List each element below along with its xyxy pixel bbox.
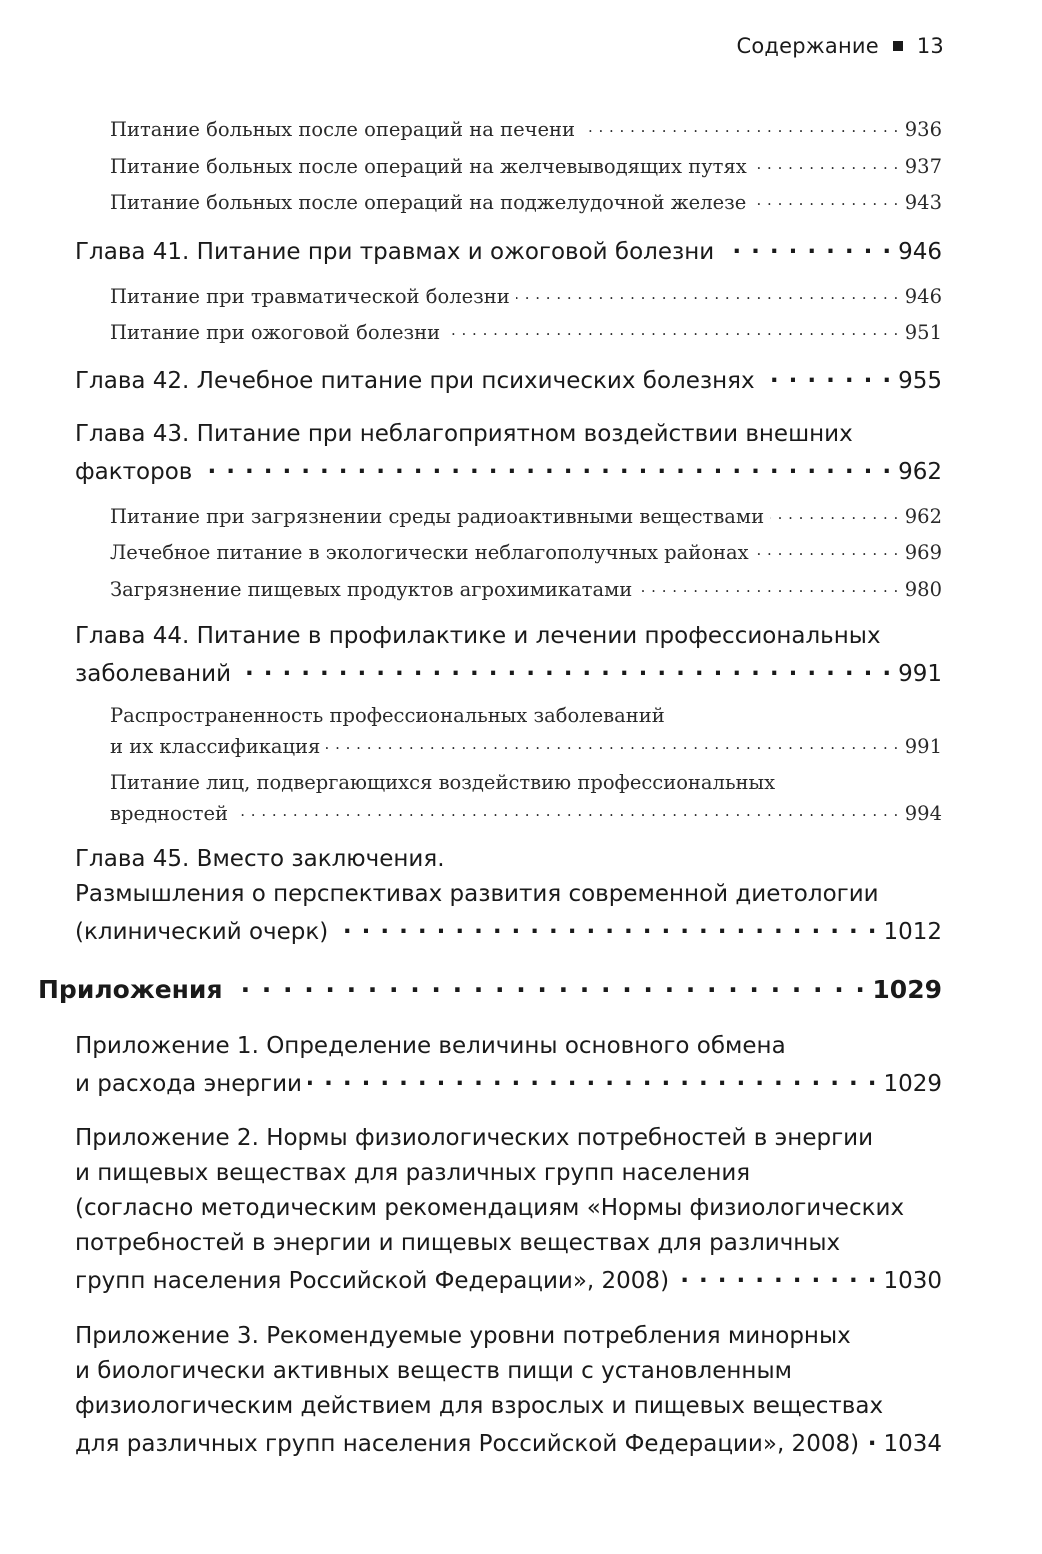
toc-appendix-2-line1[interactable]: Приложение 2. Нормы физиологических потребностей в энергии [75, 1125, 874, 1151]
toc-entry-label: вредностей [110, 801, 228, 825]
leader-dots [237, 658, 892, 681]
toc-entry-page: 937 [904, 154, 942, 178]
toc-chapter-page: 946 [898, 239, 942, 265]
leader-dots [865, 1428, 877, 1451]
toc-entry-label: Питание при ожоговой болезни [110, 320, 441, 344]
toc-entry-page: 936 [904, 117, 942, 141]
leader-dots [638, 576, 899, 596]
leader-dots [761, 365, 893, 388]
toc-entry[interactable] [110, 116, 942, 141]
toc-chapter-41[interactable] [75, 236, 942, 265]
toc-entry[interactable] [110, 319, 942, 344]
toc-appendix-2-line2[interactable]: и пищевых веществах для различных групп населения [75, 1160, 751, 1186]
toc-chapter-44-line1[interactable]: Глава 44. Питание в профилактике и лечении профессиональных [75, 623, 881, 649]
leader-dots [755, 539, 899, 559]
leader-dots [720, 236, 892, 259]
toc-entry-page: 980 [904, 577, 942, 601]
toc-entry-label: Питание при травматической болезни [110, 284, 510, 308]
header-page-number: 13 [916, 34, 944, 58]
leader-dots [770, 503, 899, 523]
toc-entry-page: 962 [904, 504, 942, 528]
toc-entry-label: Питание больных после операций на печени [110, 117, 576, 141]
toc-entry-page: 951 [904, 320, 942, 344]
toc-entry-label: Загрязнение пищевых продуктов агрохимикатами [110, 577, 633, 601]
toc-chapter-page: 1012 [883, 919, 942, 945]
toc-chapter-label: Глава 41. Питание при травмах и ожоговой болезни [75, 239, 715, 265]
toc-chapter-42[interactable] [75, 365, 942, 394]
leader-dots [675, 1265, 877, 1288]
toc-appendix-page: 1034 [883, 1431, 942, 1457]
toc-entry-page: 943 [904, 190, 942, 214]
toc-chapter-44[interactable] [75, 658, 942, 687]
toc-appendix-label: групп населения Российской Федерации», 2008) [75, 1268, 670, 1294]
header-section-title: Содержание [736, 34, 879, 58]
toc-chapter-label: Глава 42. Лечебное питание при психических болезнях [75, 368, 755, 394]
toc-chapter-page: 991 [898, 661, 942, 687]
leader-dots [446, 319, 899, 339]
toc-section-appendices[interactable] [38, 973, 942, 1004]
toc-chapter-45-line1[interactable]: Глава 45. Вместо заключения. [75, 846, 445, 872]
toc-section-label: Приложения [38, 975, 223, 1004]
toc-entry-label: Питание больных после операций на желчевыводящих путях [110, 154, 747, 178]
toc-appendix-label: и расхода энергии [75, 1071, 302, 1097]
toc-appendix-3[interactable] [75, 1428, 942, 1457]
toc-appendix-2-line3[interactable]: (согласно методическим рекомендациям «Нормы физиологических [75, 1195, 905, 1221]
leader-dots [326, 733, 898, 753]
toc-chapter-page: 962 [898, 459, 942, 485]
leader-dots [752, 189, 898, 209]
leader-dots [229, 973, 867, 998]
toc-entry-page: 994 [904, 801, 942, 825]
toc-entry-label: Лечебное питание в экологически неблагополучных районах [110, 540, 749, 564]
toc-entry-page: 969 [904, 540, 942, 564]
toc-chapter-45[interactable] [75, 916, 942, 945]
toc-entry-line1[interactable]: Распространенность профессиональных заболеваний [110, 704, 665, 727]
toc-appendix-3-line2[interactable]: и биологически активных веществ пищи с установленным [75, 1358, 792, 1384]
leader-dots [516, 283, 899, 303]
toc-appendix-page: 1029 [883, 1071, 942, 1097]
toc-entry-page: 946 [904, 284, 942, 308]
toc-chapter-page: 955 [898, 368, 942, 394]
toc-appendix-2-line4[interactable]: потребностей в энергии и пищевых веществах для различных [75, 1230, 841, 1256]
toc-entry-page: 991 [904, 734, 942, 758]
toc-chapter-43-line1[interactable]: Глава 43. Питание при неблагоприятном воздействии внешних [75, 421, 853, 447]
toc-entry[interactable] [110, 733, 942, 758]
toc-chapter-label: факторов [75, 459, 193, 485]
leader-dots [334, 916, 877, 939]
toc-appendix-page: 1030 [883, 1268, 942, 1294]
toc-entry[interactable] [110, 283, 942, 308]
toc-entry[interactable] [110, 503, 942, 528]
header-square-bullet-icon [893, 41, 903, 51]
toc-entry-line1[interactable]: Питание лиц, подвергающихся воздействию профессиональных [110, 771, 776, 794]
toc-entry[interactable] [110, 189, 942, 214]
toc-section-page: 1029 [872, 975, 942, 1004]
toc-entry[interactable] [110, 153, 942, 178]
toc-entry[interactable] [110, 539, 942, 564]
toc-entry-label: Питание больных после операций на поджелудочной железе [110, 190, 747, 214]
leader-dots [198, 456, 892, 479]
toc-appendix-label: для различных групп населения Российской Федерации», 2008) [75, 1431, 860, 1457]
leader-dots [581, 116, 899, 136]
leader-dots [308, 1068, 877, 1091]
toc-chapter-label: заболеваний [75, 661, 232, 687]
leader-dots [753, 153, 899, 173]
toc-entry-label: и их классификация [110, 734, 321, 758]
toc-entry-label: Питание при загрязнении среды радиоактивными веществами [110, 504, 765, 528]
leader-dots [234, 800, 899, 820]
toc-chapter-label: (клинический очерк) [75, 919, 329, 945]
running-header [737, 34, 945, 58]
toc-appendix-1[interactable] [75, 1068, 942, 1097]
toc-appendix-1-line1[interactable]: Приложение 1. Определение величины основного обмена [75, 1033, 786, 1059]
toc-appendix-3-line3[interactable]: физиологическим действием для взрослых и пищевых веществах [75, 1393, 884, 1419]
toc-appendix-3-line1[interactable]: Приложение 3. Рекомендуемые уровни потребления минорных [75, 1323, 851, 1349]
toc-entry[interactable] [110, 800, 942, 825]
toc-entry[interactable] [110, 576, 942, 601]
toc-chapter-43[interactable] [75, 456, 942, 485]
toc-chapter-45-line2[interactable]: Размышления о перспективах развития современной диетологии [75, 881, 879, 907]
toc-appendix-2[interactable] [75, 1265, 942, 1294]
